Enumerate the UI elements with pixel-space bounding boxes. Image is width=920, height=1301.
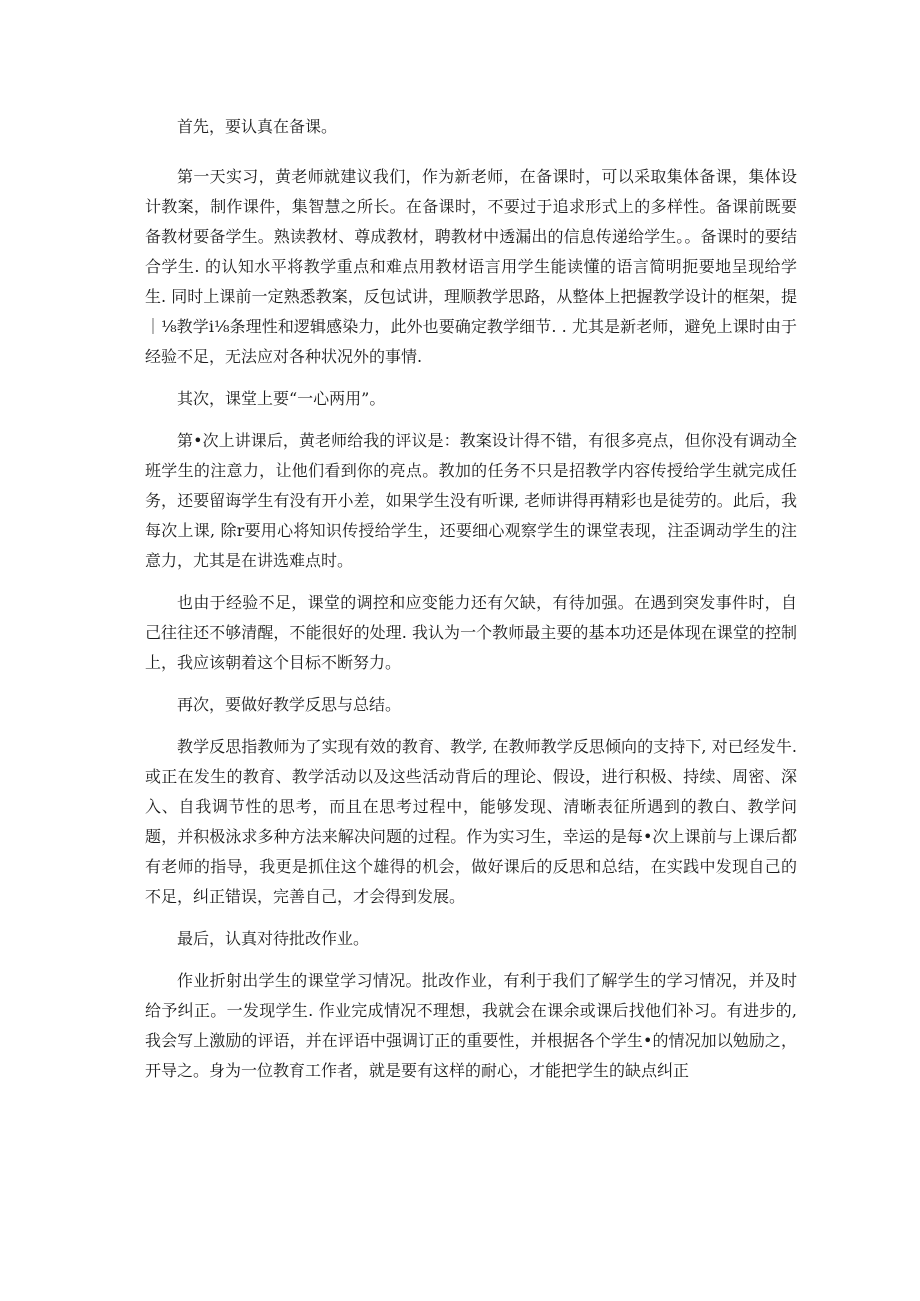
- paragraph-heading-4: 最后，认真对待批改作业。: [177, 929, 370, 948]
- paragraph-homework-grading: 作业折射出学生的课堂学习情况。批改作业，有利于我们了解学生的学习情况，并及时给予纠正。一发现学生. 作业完成情况不理想，我就会在课余或课后找他们补习。有进步的, 我会写上激励的评语，并在评语中强调订正的重要性，并根据各个学生•的情况加以勉励之，开导之。身为一位教育工作者，就是要有这样的耐心，才能把学生的缺点纠正: [145, 971, 797, 1080]
- document-body: [145, 112, 797, 1098]
- paragraph-heading-1: 首先，要认真在备课。: [177, 117, 338, 136]
- paragraph-classroom-attention: 第•次上讲课后，黄老师给我的评议是：教案设计得不错，有很多亮点，但你没有调动全班学生的注意力，让他们看到你的亮点。教加的任务不只是招教学内容传授给学生就完成任务，还要留诲学生有没有开小差，如果学生没有听课, 老师讲得再精彩也是徒劳的。此后，我每次上课, 除r要用心将知识传授给学生，还要细心观察学生的课堂表现，注歪调动学生的注意力，尤其是在讲选难点时。: [145, 431, 797, 570]
- paragraph-heading-2: 其次，课堂上要“一心两用”。: [177, 389, 386, 408]
- paragraph-classroom-control: 也由于经验不足，课堂的调控和应变能力还有欠缺，有待加强。在遇到突发事件时，自己往往还不够清醒，不能很好的处理. 我认为一个教师最主要的基本功还是体现在课堂的控制上，我应该朝着这个目标不断努力。: [145, 593, 797, 672]
- paragraph-heading-3: 再次，要做好教学反思与总结。: [177, 695, 402, 714]
- paragraph-lesson-preparation: 第一天实习，黄老师就建议我们，作为新老师，在备课时，可以采取集体备课，集体设计教案，制作课件，集智慧之所长。在备课时，不要过于追求形式上的多样性。备课前既要备教材要备学生。熟读教材、尊成教材，聘教材中透漏出的信息传递给学生。。备课时的要结合学生. 的认知水平将教学重点和难点用教材语言用学生能读懂的语言简明扼要地呈现给学生. 同时上课前一定熟悉教案，反包试讲，理顺教学思路，从整体上把握教学设计的框架，提｜⅛教学i⅛条理性和逻辑感染力，此外也要确定教学细节. . 尤其是新老师，避免上课时由于经验不足，无法应对各种状况外的事情.: [145, 167, 797, 366]
- paragraph-teaching-reflection: 教学反思指教师为了实现有效的教育、教学, 在教师教学反思倾向的支持下, 对已经发牛. 或正在发生的教育、教学活动以及这些活动背后的理论、假设，进行积极、持续、周密、深入、自我调节性的思考，而且在思考过程中，能够发现、清晰表征所遇到的教白、教学问题，并积极泳求多种方法来解决问题的过程。作为实习生，幸运的是每•次上课前与上课后都有老师的指导，我更是抓住这个雄得的机会，做好课后的反思和总结，在实践中发现自己的不足，纠正错误，完善自己，才会得到发展。: [145, 737, 797, 906]
